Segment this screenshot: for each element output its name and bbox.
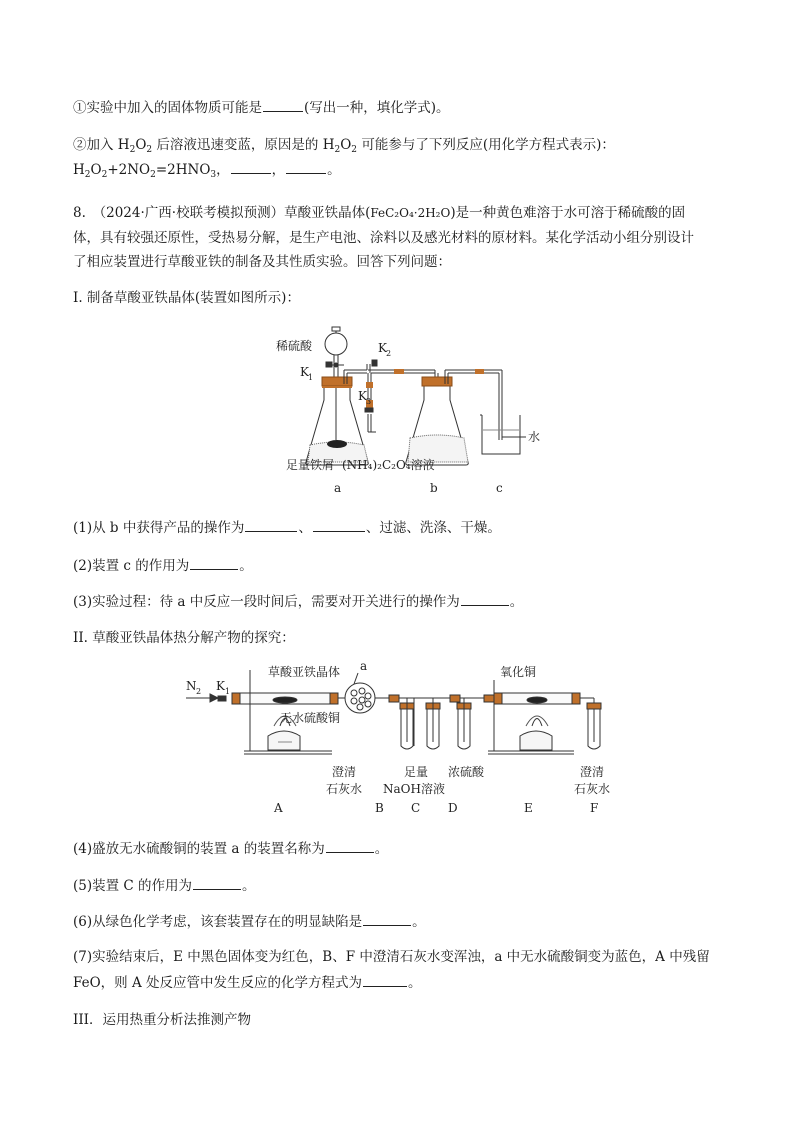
label-F: F <box>590 801 599 815</box>
label-limewater-f-2: 石灰水 <box>574 782 611 796</box>
label-n2: N <box>186 679 197 693</box>
flask-b <box>406 370 502 465</box>
label-naoh-1: 足量 <box>404 765 429 779</box>
label-k1: K <box>216 679 225 693</box>
problem-8-line2: 体，具有较强还原性，受热易分解，是生产电池、涂料以及感光材料的原材料。某化学活动小组分别设计 <box>73 230 694 246</box>
label-iron-filings: 足量铁屑 <box>286 458 335 472</box>
label-limewater-b-2: 石灰水 <box>326 782 363 796</box>
label-naoh-2: NaOH溶液 <box>383 782 445 796</box>
beaker-c <box>480 415 526 454</box>
figure-1-apparatus <box>270 322 560 500</box>
answer-blank[interactable] <box>245 517 297 532</box>
question-q5: (5)装置 C 的作用为 。 <box>73 875 256 896</box>
label-dilute-h2so4: 稀硫酸 <box>276 339 313 353</box>
figure-2-apparatus <box>182 656 622 816</box>
label-D: D <box>448 801 458 815</box>
svg-text:1: 1 <box>225 687 231 696</box>
drying-bulb-a <box>345 683 399 713</box>
question-1-line: ①实验中加入的固体物质可能是 (写出一种，填化学式)。 <box>73 97 450 118</box>
reaction-tube-a <box>218 693 347 704</box>
clamp-k2 <box>372 360 377 366</box>
label-b: b <box>430 481 438 495</box>
joint <box>475 369 484 374</box>
question-q4: (4)盛放无水硫酸铜的装置 a 的装置名称为 。 <box>73 838 388 859</box>
question-q6: (6)从绿色化学考虑，该套装置存在的明显缺陷是 。 <box>73 911 426 932</box>
section-2-heading: II. 草酸亚铁晶体热分解产物的探究： <box>73 630 295 646</box>
answer-blank[interactable] <box>461 591 509 606</box>
question-q7-line2: FeO，则 A 处反应管中发生反应的化学方程式为 。 <box>73 972 422 993</box>
svg-text:2: 2 <box>386 349 392 358</box>
test-tube-d <box>457 695 494 749</box>
question-q7-line1: (7)实验结束后，E 中黑色固体变为红色，B、F 中澄清石灰水变浑浊，a 中无水硫酸铜变为蓝色，A 中残留 <box>73 949 710 965</box>
label-anhydrous-cuso4: 无水硫酸铜 <box>280 711 341 725</box>
label-oxalate-solution: (NH₄)₂C₂O₄溶液 <box>342 458 435 472</box>
svg-text:1: 1 <box>308 373 314 382</box>
answer-blank[interactable] <box>286 159 326 174</box>
section-1-heading: I. 制备草酸亚铁晶体(装置如图所示)： <box>73 290 300 306</box>
problem-8-intro: 8. （2024·广西·校联考模拟预测）草酸亚铁晶体(FeC₂O₄·2H₂O)是一种黄色难溶于水可溶于稀硫酸的固 <box>73 205 686 221</box>
label-copper-oxide: 氧化铜 <box>500 665 537 679</box>
question-2-line: ②加入 $H_2O_2$ 后溶液迅速变蓝，原因是的 $H_2O_2$ 可能参与了下列反应(用化学方程式表示)： <box>73 137 615 155</box>
question-2-equation: $H_2O_2+2NO_2=2HNO_3$， ， 。 <box>73 159 341 185</box>
answer-blank[interactable] <box>231 159 271 174</box>
question-q2: (2)装置 c 的作用为 。 <box>73 555 253 576</box>
label-conc-h2so4: 浓硫酸 <box>448 765 485 779</box>
label-ferrous-oxalate: 草酸亚铁晶体 <box>268 665 341 679</box>
label-B: B <box>375 801 384 815</box>
answer-blank[interactable] <box>193 875 241 890</box>
iron-stand-e <box>488 680 574 754</box>
answer-blank[interactable] <box>313 517 365 532</box>
label-c: c <box>496 481 503 495</box>
answer-blank[interactable] <box>263 97 303 112</box>
answer-blank[interactable] <box>326 838 374 853</box>
clamp-k1 <box>326 362 332 367</box>
label-C: C <box>411 801 421 815</box>
label-E: E <box>524 801 533 815</box>
clamp-k3 <box>365 408 373 412</box>
test-tube-b <box>399 698 414 749</box>
label-k1: K <box>300 365 309 379</box>
question-q3: (3)实验过程：待 a 中反应一段时间后，需要对开关进行的操作为 。 <box>73 591 523 612</box>
label-k2: K <box>378 341 387 355</box>
label-k3: K <box>358 389 367 403</box>
label-a: a <box>334 481 342 495</box>
question-q1: (1)从 b 中获得产品的操作为 、 、过滤、洗涤、干燥。 <box>73 517 501 538</box>
label-a: a <box>360 659 368 673</box>
label-limewater-b-1: 澄清 <box>332 765 357 779</box>
label-limewater-f-1: 澄清 <box>580 765 605 779</box>
answer-blank[interactable] <box>363 911 411 926</box>
svg-text:3: 3 <box>366 397 372 406</box>
answer-blank[interactable] <box>190 555 238 570</box>
n2-inlet-arrow <box>186 694 218 702</box>
rubber-joints <box>366 369 404 408</box>
leader-line <box>354 673 358 684</box>
section-3-heading: III．运用热重分析法推测产物 <box>73 1012 251 1028</box>
reaction-tube-e <box>494 693 594 712</box>
answer-blank[interactable] <box>363 972 407 987</box>
label-A: A <box>274 801 283 815</box>
svg-text:2: 2 <box>196 687 202 696</box>
problem-8-line3: 了相应装置进行草酸亚铁的制备及其性质实验。回答下列问题： <box>73 254 451 270</box>
label-water: 水 <box>528 430 541 444</box>
